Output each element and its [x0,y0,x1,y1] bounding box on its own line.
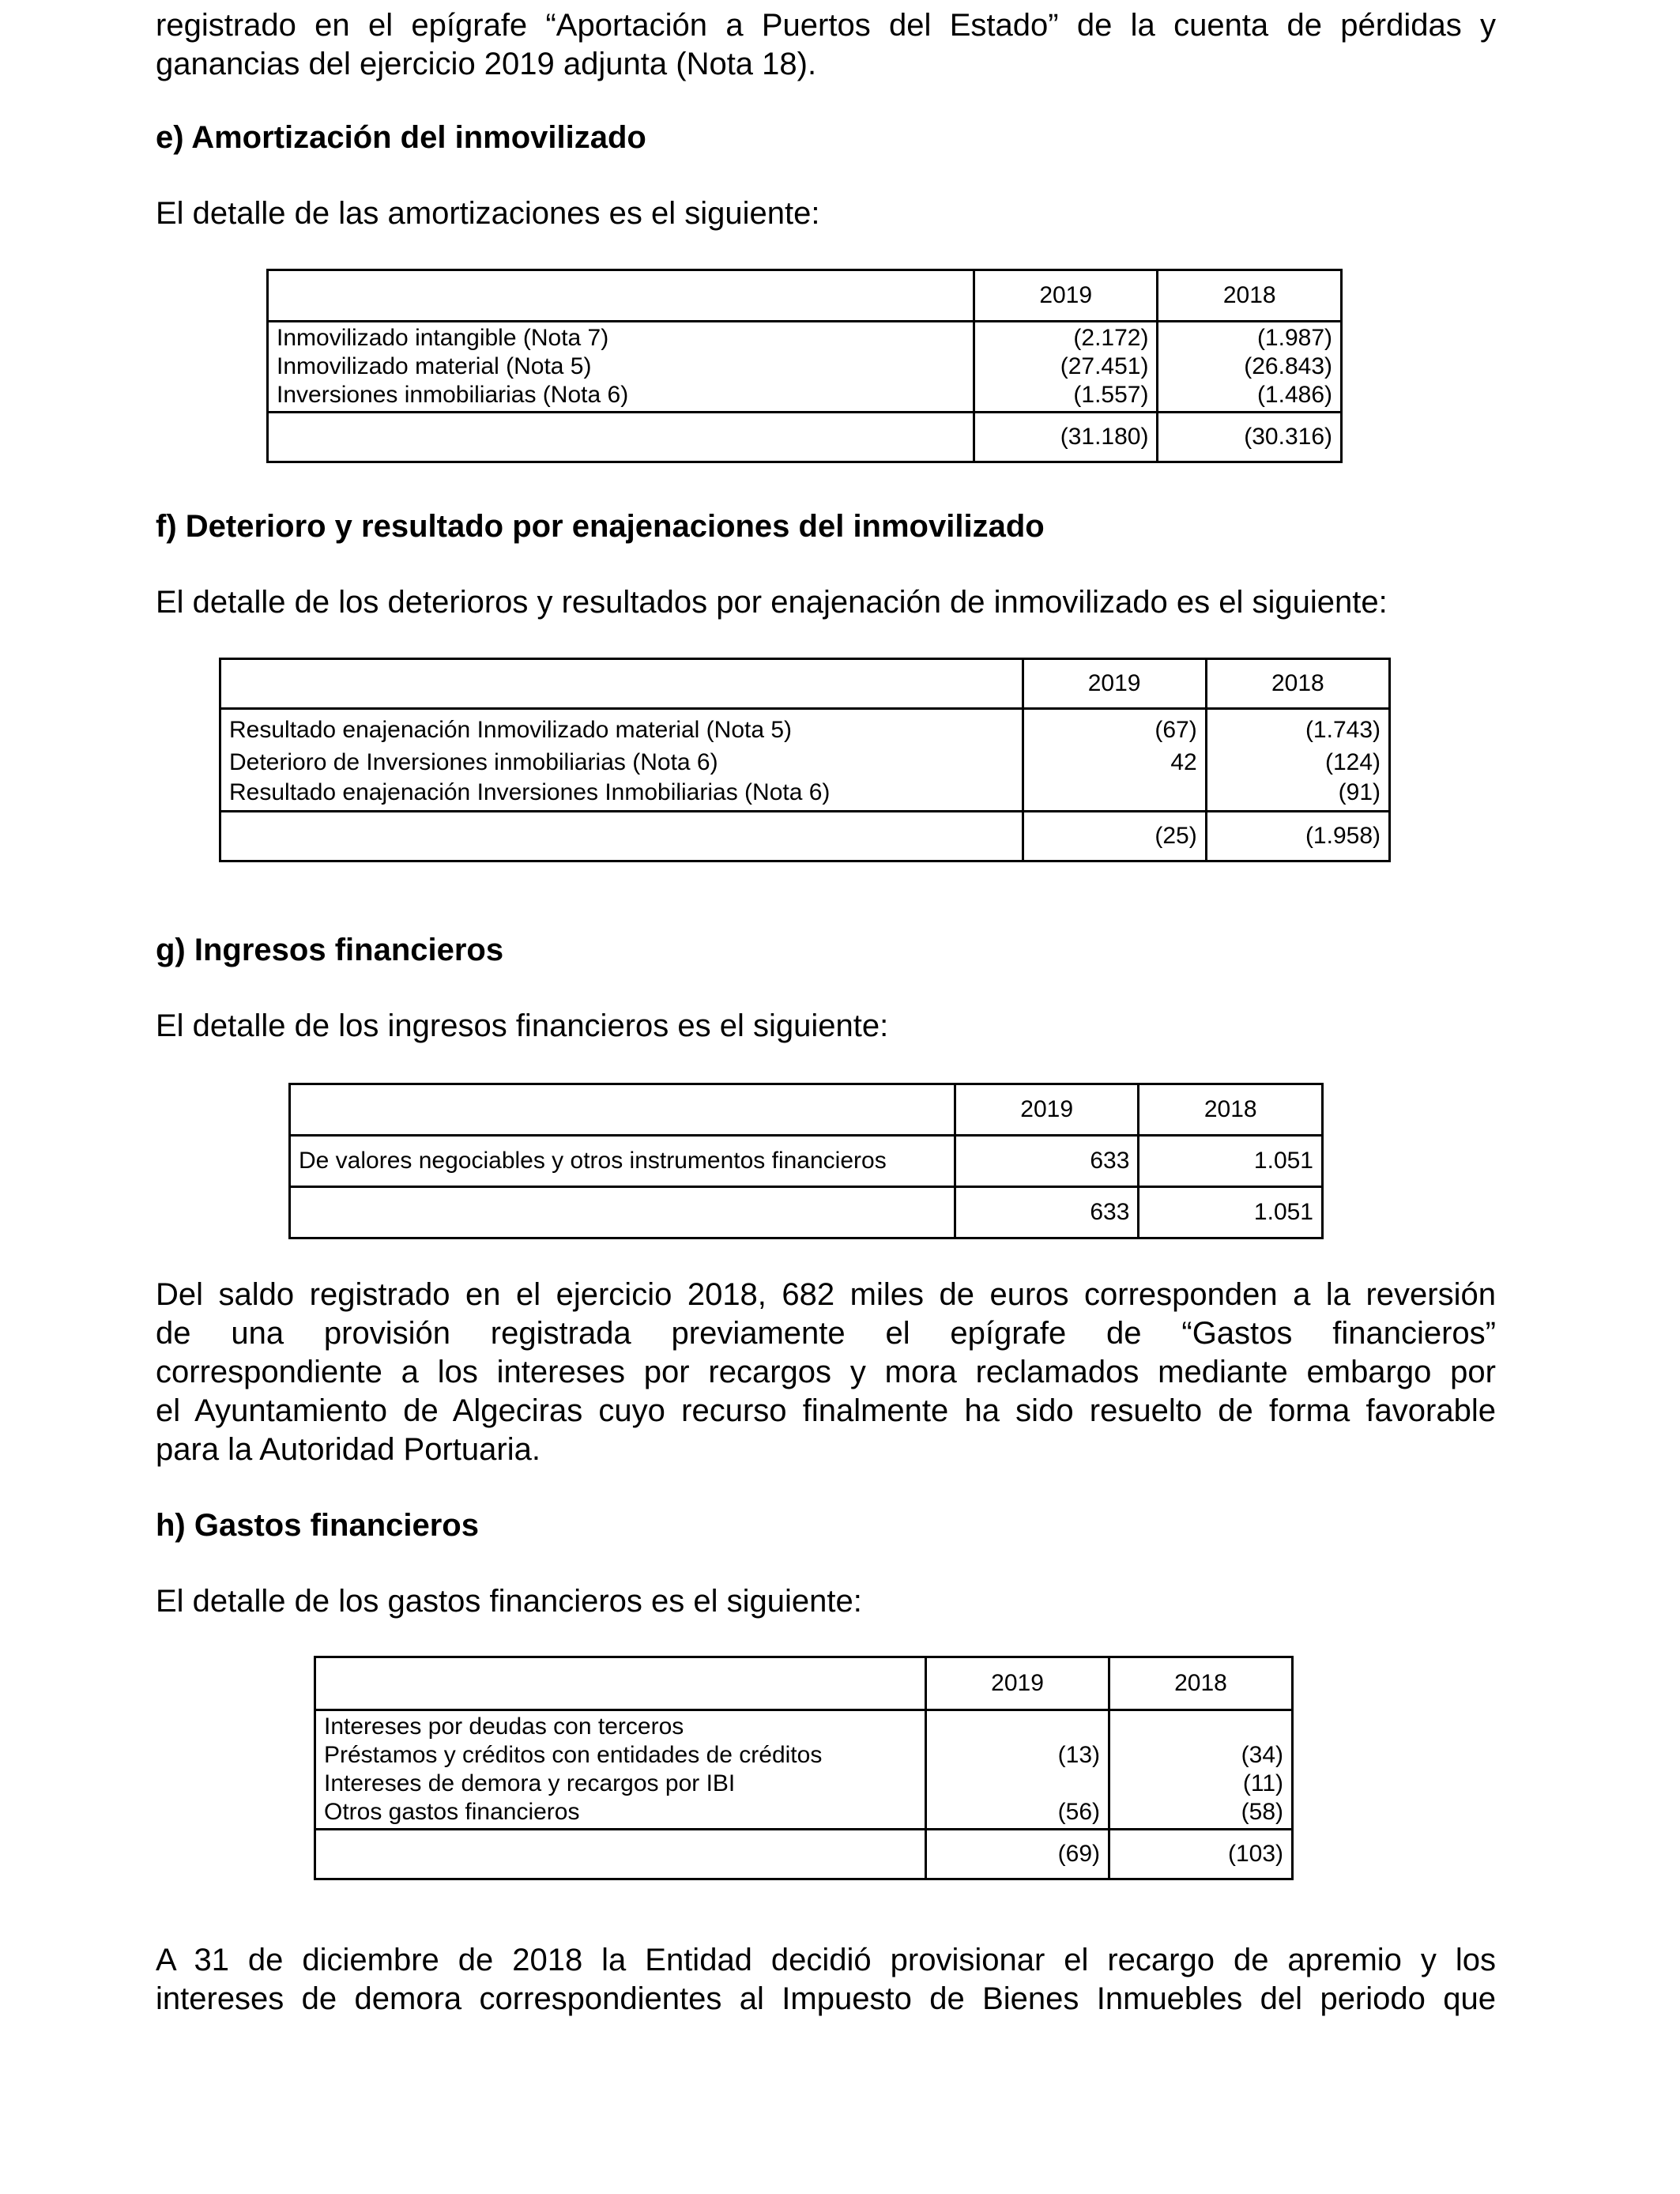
paragraph-g-line-4: el Ayuntamiento de Algeciras cuyo recurso finalmente ha sido resuelto de forma favorable [156,1393,1496,1428]
paragraph-intro-line-2: ganancias del ejercicio 2019 adjunta (Nota 18). [156,47,817,81]
cell-value: (2.172) [1073,325,1149,351]
paragraph-g-line-3: correspondiente a los intereses por recargos y mora reclamados mediante embargo por [156,1355,1496,1389]
cell-value: (26.843) [1244,353,1332,379]
total-label-blank [315,1830,926,1879]
cell-value: (1.557) [1073,382,1149,408]
section-g-intro: El detalle de los ingresos financieros es el siguiente: [156,1008,889,1043]
total-2019: (69) [926,1830,1109,1879]
paragraph-final-line-1: A 31 de diciembre de 2018 la Entidad decidió provisionar el recargo de apremio y los [156,1943,1496,1977]
paragraph-g-line-5: para la Autoridad Portuaria. [156,1432,541,1467]
table-header-blank [220,659,1023,709]
values-2018 [1206,709,1389,812]
table-header-blank [268,270,974,322]
total-label-blank [220,812,1023,861]
values-2019 [1023,709,1206,812]
cell-value [1118,1713,1283,1741]
cell-value: (13) [1057,1742,1101,1768]
values-2018 [1109,1710,1293,1830]
section-h-intro: El detalle de los gastos financieros es el siguiente: [156,1584,862,1619]
paragraph-g-line-1: Del saldo registrado en el ejercicio 2018, 682 miles de euros corresponden a la reversión [156,1277,1496,1312]
cell-value: (91) [1338,779,1381,805]
year-header-2018: 2018 [1139,1084,1323,1136]
total-2019: 633 [955,1187,1139,1238]
row-label: De valores negociables y otros instrumentos financieros [290,1136,955,1187]
values-2019 [974,322,1158,413]
row-labels [315,1710,926,1830]
section-g-heading: g) Ingresos financieros [156,933,504,967]
paragraph-intro-line-1: registrado en el epígrafe “Aportación a Puertos del Estado” de la cuenta de pérdidas y [156,8,1496,43]
cell-value: (56) [1057,1799,1101,1825]
cell-value [935,1770,1100,1798]
year-header-2019: 2019 [926,1657,1109,1710]
paragraph-final-line-2: intereses de demora correspondientes al Impuesto de Bienes Inmuebles del periodo que [156,1981,1496,2016]
cell-value: (1.987) [1256,325,1332,351]
row-label: Otros gastos financieros [324,1799,580,1825]
section-h-heading: h) Gastos financieros [156,1508,479,1543]
cell-value: (67) [1155,717,1197,743]
total-label-blank [290,1187,955,1238]
row-label: Inmovilizado material (Nota 5) [277,353,592,379]
row-label: Deterioro de Inversiones inmobiliarias (Nota 6) [229,749,718,775]
cell-value: (11) [1242,1770,1283,1796]
table-gastos-financieros [314,1656,1294,1880]
row-label: Inmovilizado intangible (Nota 7) [277,325,609,351]
section-e-heading: e) Amortización del inmovilizado [156,120,646,155]
year-header-2018: 2018 [1158,270,1342,322]
year-header-2019: 2019 [1023,659,1206,709]
cell-value: (1.486) [1256,382,1332,408]
row-labels [268,322,974,413]
cell-value: (1.743) [1305,717,1381,743]
row-label: Resultado enajenación Inversiones Inmobiliarias (Nota 6) [229,779,831,805]
total-label-blank [268,413,974,462]
table-header-blank [315,1657,926,1710]
section-e-intro: El detalle de las amortizaciones es el siguiente: [156,196,820,231]
table-ingresos-financieros [288,1083,1324,1239]
year-header-2018: 2018 [1206,659,1389,709]
total-2019: (31.180) [974,413,1158,462]
values-2019 [926,1710,1109,1830]
cell-value [935,1713,1100,1741]
row-labels [220,709,1023,812]
row-label: Resultado enajenación Inmovilizado material (Nota 5) [229,717,793,743]
total-2018: (30.316) [1158,413,1342,462]
section-f-heading: f) Deterioro y resultado por enajenaciones del inmovilizado [156,509,1045,544]
row-label: Inversiones inmobiliarias (Nota 6) [277,382,629,408]
row-label: Préstamos y créditos con entidades de créditos [324,1742,823,1768]
row-label: Intereses por deudas con terceros [324,1713,684,1740]
cell-value: (124) [1324,749,1381,775]
section-f-intro: El detalle de los deterioros y resultados por enajenación de inmovilizado es el siguiente: [156,585,1388,620]
table-header-blank [290,1084,955,1136]
year-header-2018: 2018 [1109,1657,1293,1710]
cell-value: 1.051 [1139,1136,1323,1187]
total-2018: 1.051 [1139,1187,1323,1238]
year-header-2019: 2019 [955,1084,1139,1136]
table-amortizacion [266,269,1343,463]
total-2018: (103) [1109,1830,1293,1879]
table-deterioro [219,658,1391,862]
paragraph-g-line-2: de una provisión registrada previamente el epígrafe de “Gastos financieros” [156,1316,1496,1351]
row-label: Intereses de demora y recargos por IBI [324,1770,736,1796]
table-row [290,1136,1323,1187]
cell-value: (27.451) [1060,353,1149,379]
year-header-2019: 2019 [974,270,1158,322]
cell-value: (58) [1241,1799,1283,1825]
cell-value: 633 [955,1136,1139,1187]
cell-value: 42 [1170,749,1197,775]
total-2018: (1.958) [1206,812,1389,861]
total-2019: (25) [1023,812,1206,861]
cell-value: (34) [1241,1742,1283,1768]
values-2018 [1158,322,1342,413]
